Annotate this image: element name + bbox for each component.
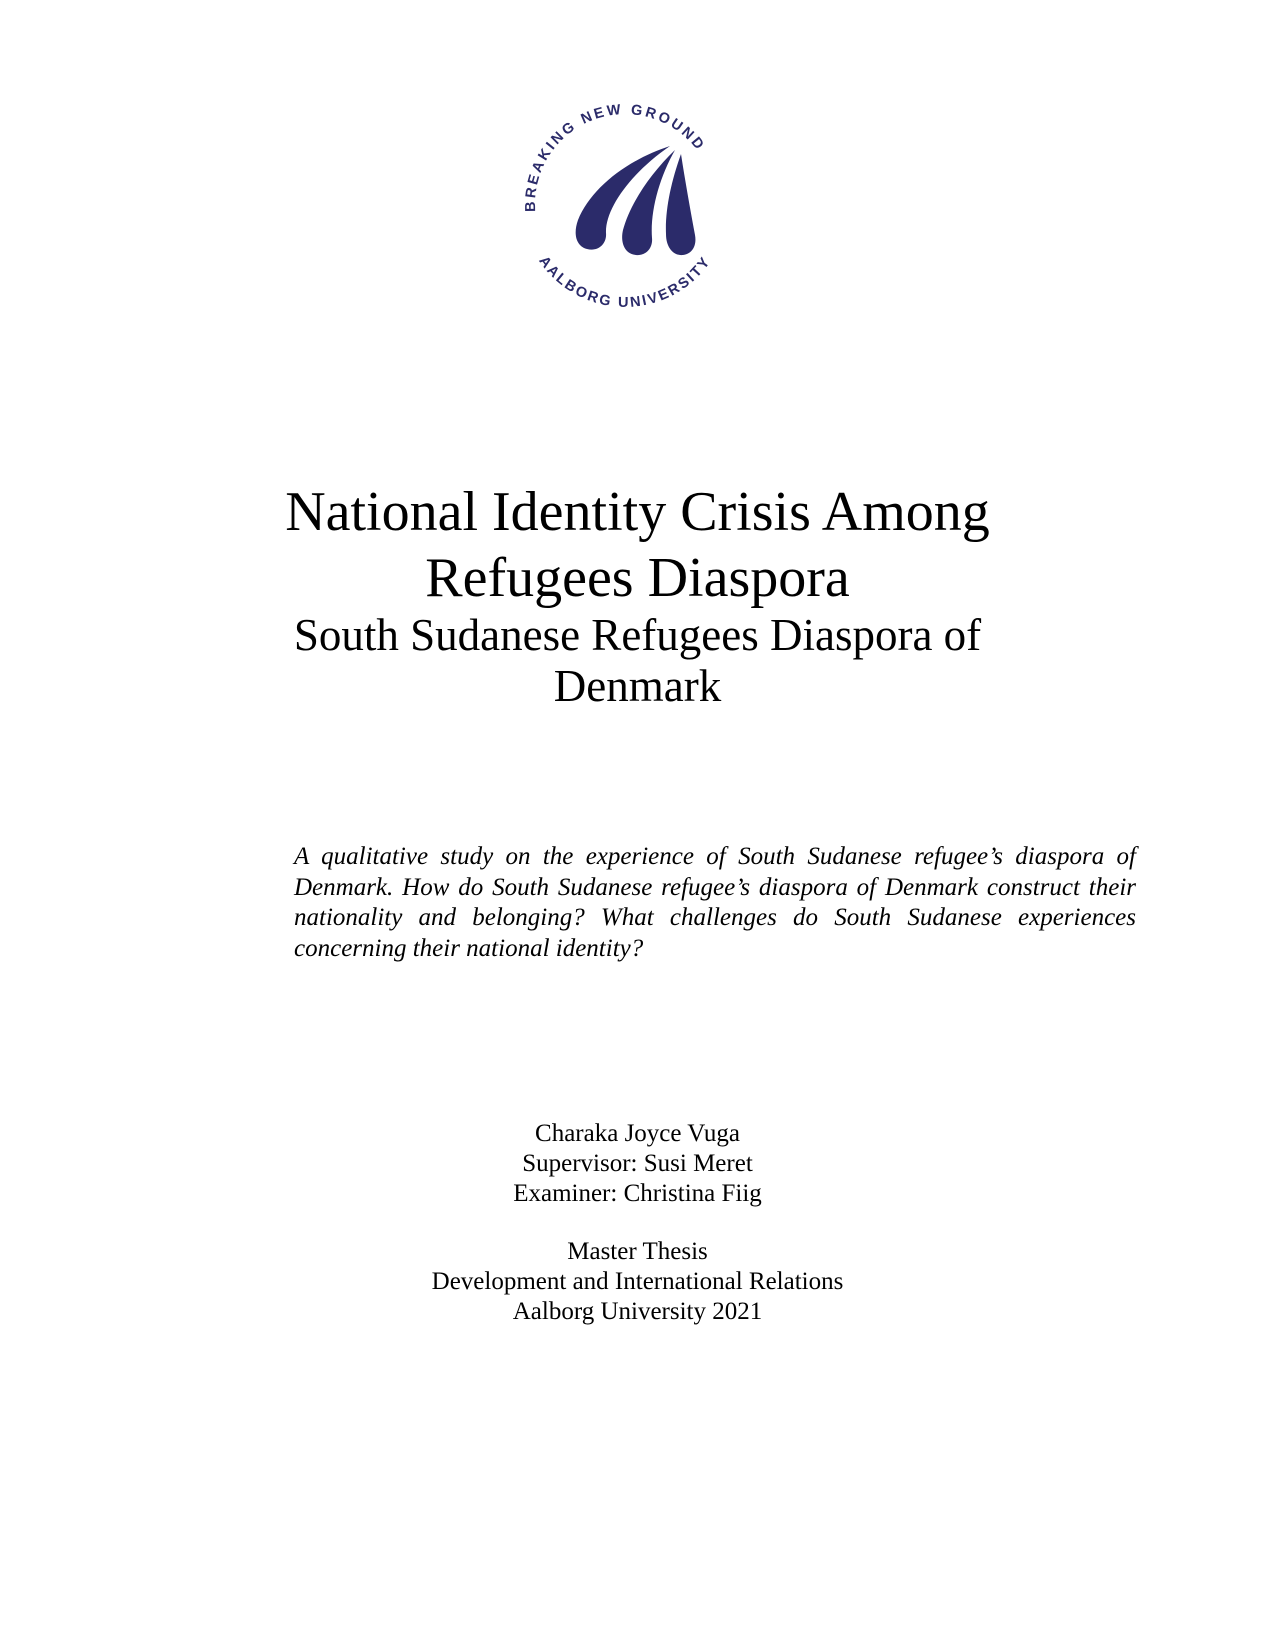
abstract-line: Denmark. How do South Sudanese refugee’s diaspora of Denmark construct their bbox=[294, 873, 1136, 901]
logo-arc-top-text: BREAKING NEW GROUND bbox=[522, 101, 709, 212]
abstract-line: nationality and belonging? What challenges do South Sudanese experiences bbox=[294, 904, 1136, 931]
aau-wave-icon bbox=[576, 146, 696, 255]
thesis-info-block bbox=[0, 1237, 1275, 1327]
thesis-subtitle-line-2: Denmark bbox=[553, 661, 722, 712]
thesis-institution-year: Aalborg University 2021 bbox=[512, 1298, 763, 1325]
abstract-line: A qualitative study on the experience of South Sudanese refugee’s diaspora of bbox=[294, 843, 1136, 870]
thesis-subtitle-line-1: South Sudanese Refugees Diaspora of bbox=[293, 610, 982, 661]
aalborg-university-logo bbox=[515, 92, 735, 312]
thesis-title-line-1: National Identity Crisis Among bbox=[285, 480, 990, 543]
thesis-title-line-2: Refugees Diaspora bbox=[425, 546, 850, 609]
examiner-line: Examiner: Christina Fiig bbox=[513, 1180, 762, 1207]
abstract-line: concerning their national identity? bbox=[294, 934, 644, 962]
thesis-program: Development and International Relations bbox=[431, 1268, 844, 1295]
credits-block bbox=[0, 1119, 1275, 1209]
thesis-title bbox=[0, 479, 1275, 611]
thesis-subtitle bbox=[0, 610, 1275, 712]
thesis-degree: Master Thesis bbox=[567, 1238, 708, 1265]
author-name: Charaka Joyce Vuga bbox=[535, 1120, 740, 1147]
abstract-paragraph bbox=[294, 842, 1136, 964]
logo-arc-bottom-text: AALBORG UNIVERSITY bbox=[535, 253, 715, 312]
supervisor-line: Supervisor: Susi Meret bbox=[522, 1150, 753, 1177]
